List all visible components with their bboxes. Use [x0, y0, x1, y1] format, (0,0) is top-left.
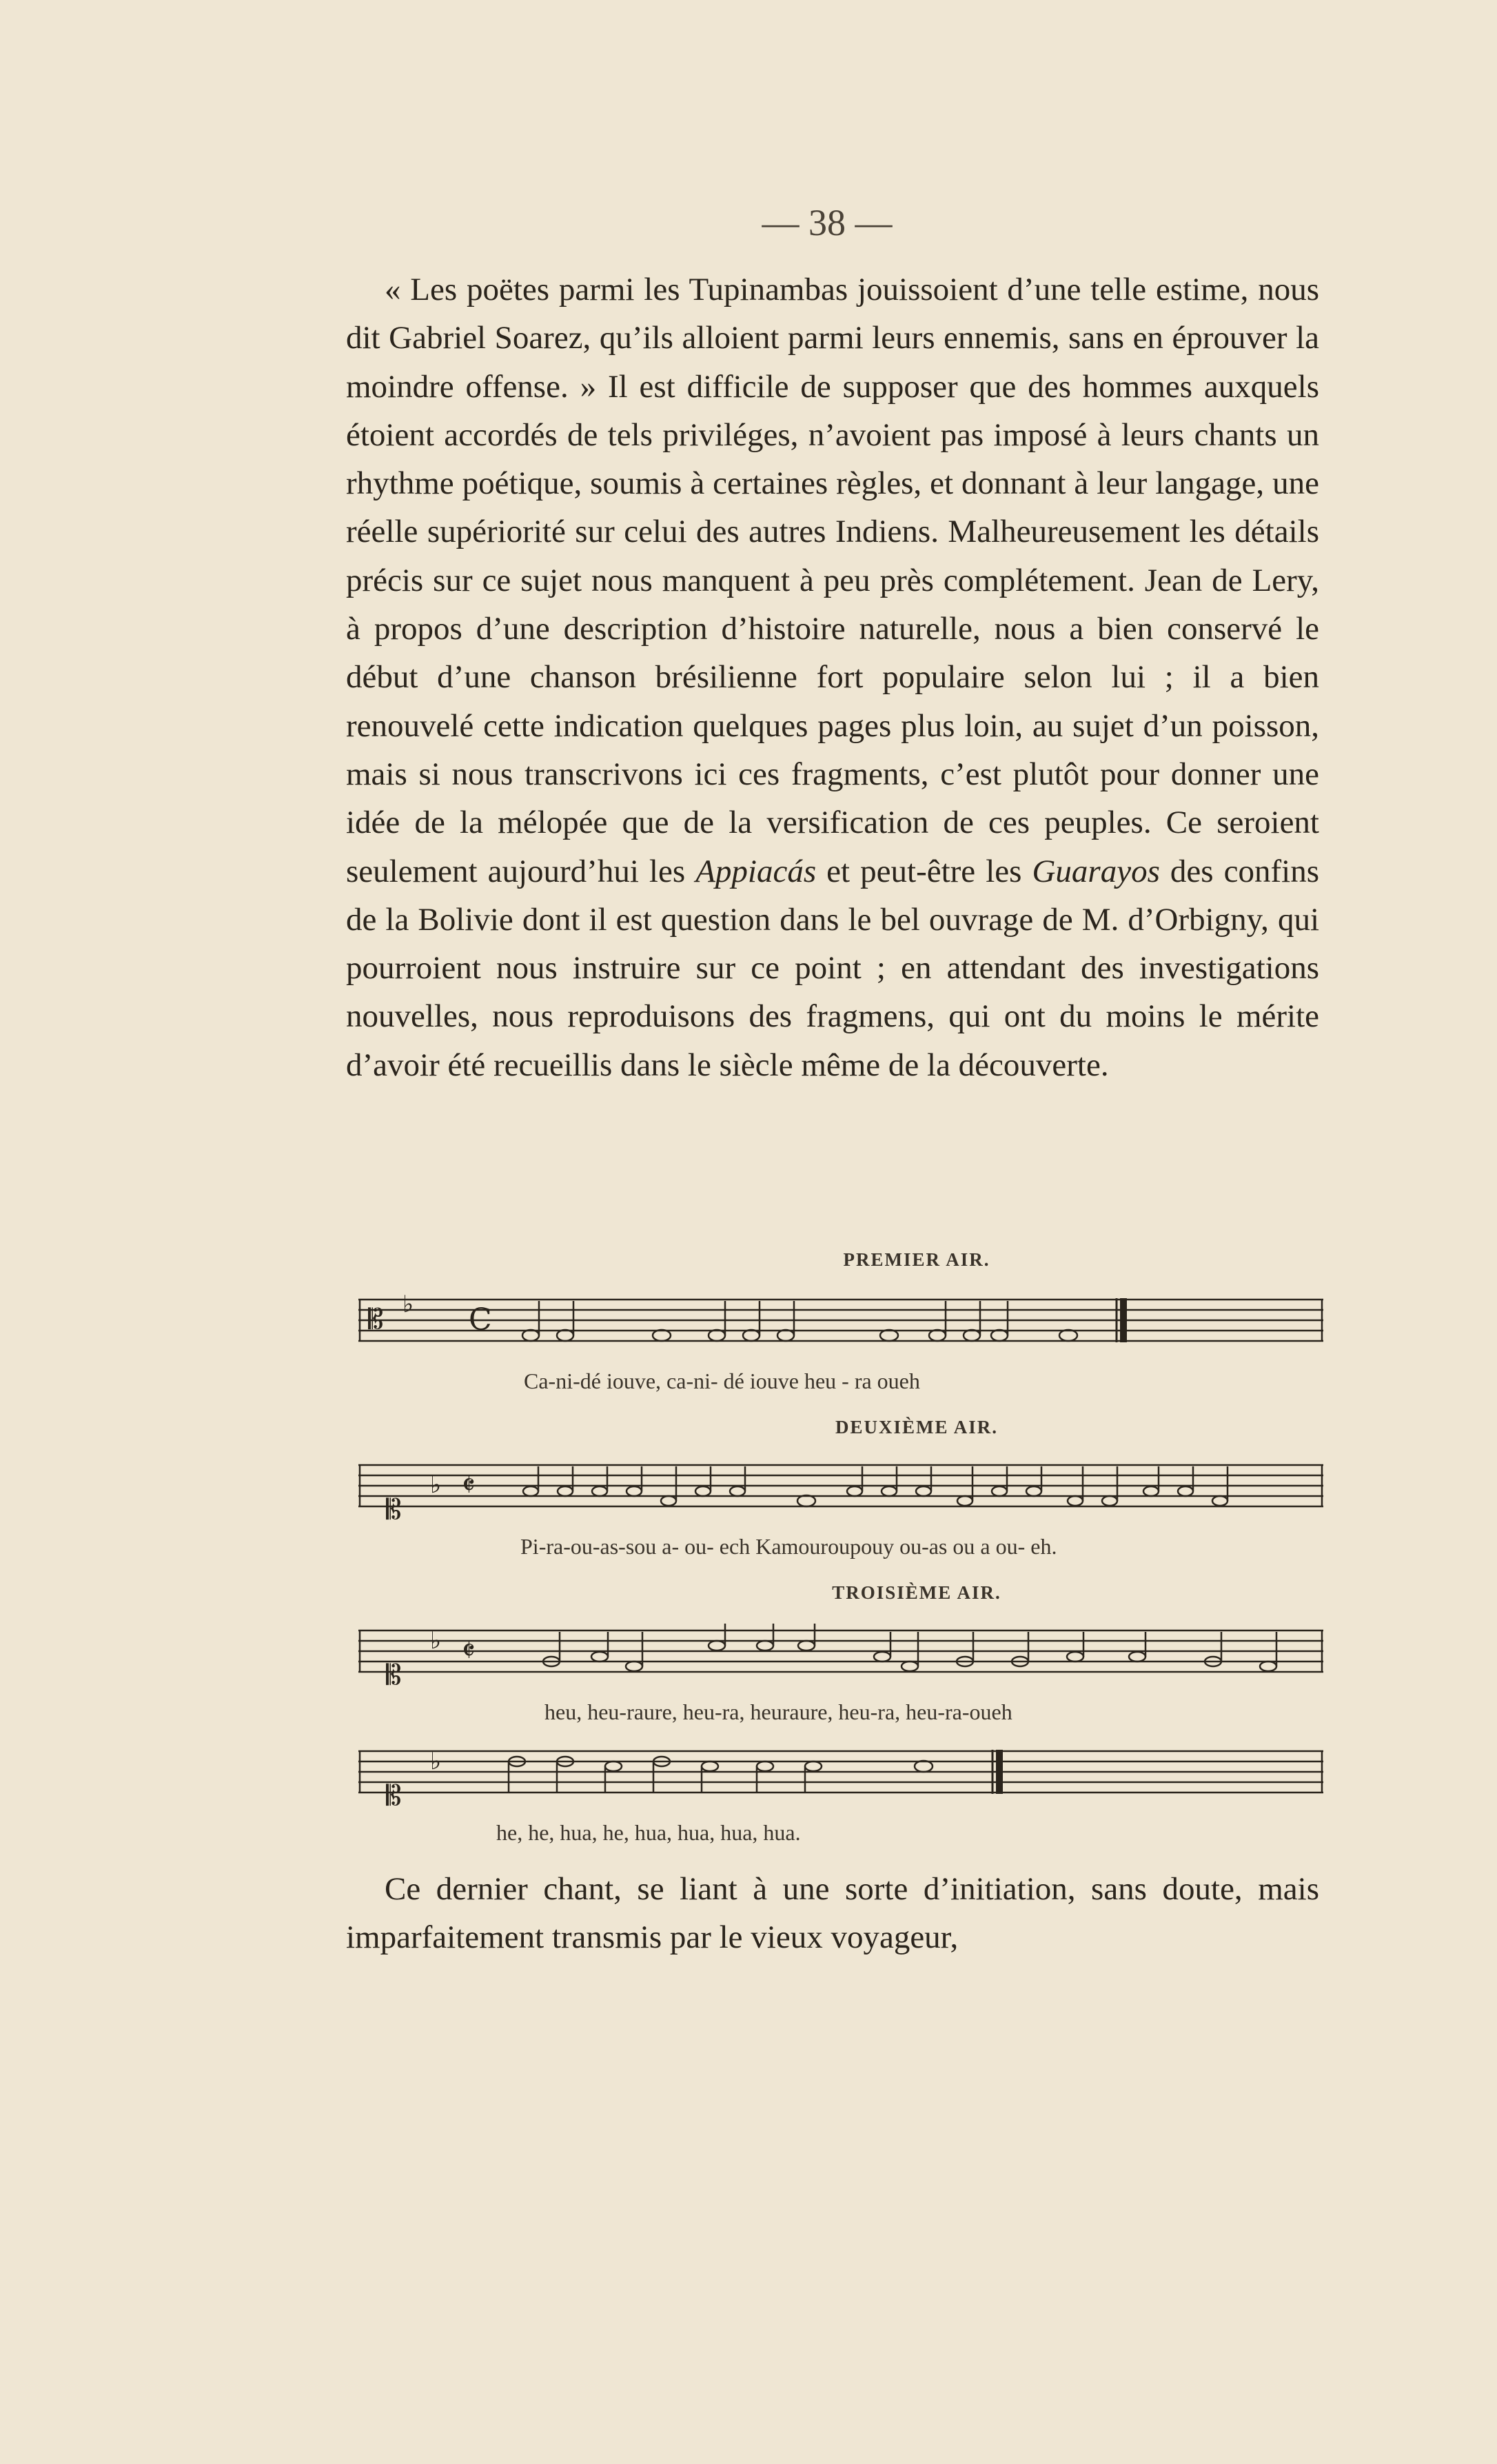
- paragraph-1-part-a: « Les poëtes parmi les Tupinambas jouissoient d’une telle estime, nous dit Gabriel Soarez, qu’ils alloient parmi leurs ennemis, sans en éprouver la moindre offense. » Il est difficile de supposer que des hommes auxquels étoient accordés de tels priviléges, n’avoient pas imposé à leurs chants un rhythme poétique, soumis à certaines règles, et donnant à leur langage, une réelle supériorité sur celui des autres Indiens. Malheureusement les détails précis sur ce sujet nous manquent à peu près complétement. Jean de Lery, à propos d’une description d’histoire naturelle, nous a bien conservé le début d’une chanson brésilienne fort populaire selon lui ; il a bien renouvelé cette indication quelques pages plus loin, au sujet d’un poisson, mais si nous transcrivons ici ces fragments, c’est plutôt pour donner une idée de la mélopée que de la versification de ces peuples. Ce seroient seulement aujourd’hui les: [346, 272, 1319, 889]
- page-number: — 38 —: [762, 202, 893, 243]
- air-1-lyrics: Ca-ni-dé iouve, ca-ni- dé iouve heu - ra oueh: [524, 1369, 920, 1393]
- svg-text:♭: ♭: [430, 1471, 442, 1499]
- air-1-title: PREMIER AIR.: [843, 1249, 990, 1270]
- air-3-title: TROISIÈME AIR.: [832, 1582, 1001, 1603]
- air-3-lyrics-line-2: he, he, hua, he, hua, hua, hua, hua.: [496, 1820, 801, 1845]
- svg-text:♭: ♭: [403, 1291, 414, 1318]
- svg-text:C: C: [469, 1302, 492, 1337]
- music-staff-2: [358, 1451, 1323, 1534]
- paragraph-2-text: Ce dernier chant, se liant à une sorte d’initiation, sans doute, mais imparfaitement transmis par le vieux voyageur,: [346, 1871, 1319, 1956]
- guarayos-italic: Guarayos: [1032, 853, 1160, 889]
- svg-text:𝄡: 𝄡: [368, 1304, 384, 1335]
- svg-text:♭: ♭: [430, 1627, 442, 1655]
- paragraph-1-part-c: des confins de la Bolivie dont il est question dans le bel ouvrage de M. d’Orbigny, qui pourroient nous instruire sur ce point ; en attendant des investigations nouvelles, nous reproduisons des fragmens, qui ont du moins le mérite d’avoir été recueillis dans le siècle même de la découverte.: [346, 853, 1319, 1083]
- paragraph-1: [346, 265, 1319, 1089]
- air-2-lyrics: Pi-ra-ou-as-sou a- ou- ech Kamouroupouy ou-as ou a ou- eh.: [520, 1534, 1057, 1559]
- svg-text:𝄵: 𝄵: [462, 1468, 476, 1503]
- air-3-lyrics-line-1: heu, heu-raure, heu-ra, heuraure, heu-ra, heu-ra-oueh: [544, 1699, 1012, 1724]
- svg-text:♭: ♭: [430, 1748, 442, 1775]
- air-2-title: DEUXIÈME AIR.: [835, 1417, 999, 1437]
- music-staff-3a: [358, 1617, 1323, 1699]
- music-staff-1: [358, 1286, 1323, 1369]
- appiacas-italic: Appiacás: [695, 853, 817, 889]
- svg-text:𝄡: 𝄡: [386, 1494, 402, 1526]
- paragraph-1-text: [346, 265, 1319, 1089]
- music-staff-3b: [358, 1737, 1323, 1820]
- paragraph-1-part-b: et peut-être les: [816, 853, 1032, 889]
- svg-text:𝄡: 𝄡: [386, 1780, 402, 1812]
- paragraph-2: [346, 1865, 1319, 1962]
- svg-text:𝄵: 𝄵: [462, 1633, 476, 1668]
- svg-text:𝄡: 𝄡: [386, 1659, 402, 1691]
